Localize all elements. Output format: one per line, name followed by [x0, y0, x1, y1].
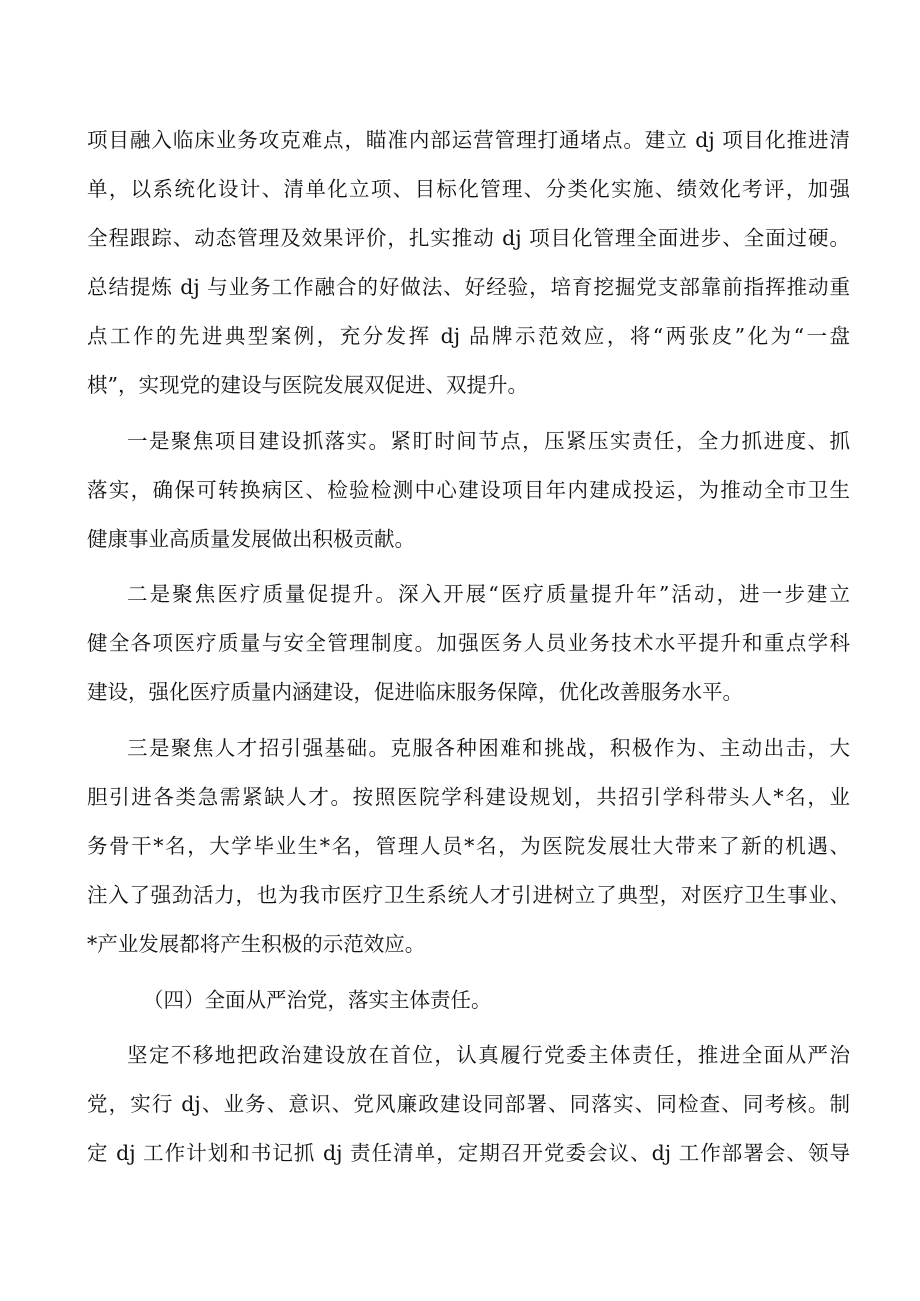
paragraph-line: 健全各项医疗质量与安全管理制度。加强医务人员业务技术水平提升和重点学科: [87, 631, 850, 655]
paragraph-line: 总结提炼 dj 与业务工作融合的好做法、好经验，培育挖掘党支部靠前指挥推动重: [87, 275, 850, 299]
paragraph-line: 单，以系统化设计、清单化立项、目标化管理、分类化实施、绩效化考评，加强: [87, 177, 850, 201]
paragraph-line: 党，实行 dj、业务、意识、党风廉政建设同部署、同落实、同检查、同考核。制: [87, 1092, 850, 1116]
paragraph-line: 务骨干*名，大学毕业生*名，管理人员*名，为医院发展壮大带来了新的机遇、: [87, 834, 850, 858]
paragraph-line: 棋”，实现党的建设与医院发展双促进、双提升。: [87, 373, 528, 397]
paragraph-line: 项目融入临床业务攻克难点，瞄准内部运营管理打通堵点。建立 dj 项目化推进清: [87, 128, 850, 152]
paragraph-line: *产业发展都将产生积极的示范效应。: [87, 932, 426, 956]
paragraph-line: 三是聚焦人才招引强基础。克服各种困难和挑战，积极作为、主动出击，大: [127, 736, 850, 760]
paragraph-line: 落实，确保可转换病区、检验检测中心建设项目年内建成投运，为推动全市卫生: [87, 478, 850, 502]
paragraph-line: 二是聚焦医疗质量促提升。深入开展“医疗质量提升年”活动，进一步建立: [127, 582, 850, 606]
paragraph-line: 胆引进各类急需紧缺人才。按照医院学科建设规划，共招引学科带头人*名，业: [87, 785, 850, 809]
section-heading-line: （四）全面从严治党，落实主体责任。: [143, 988, 492, 1012]
paragraph-line: 定 dj 工作计划和书记抓 dj 责任清单，定期召开党委会议、dj 工作部署会、领导: [87, 1141, 850, 1165]
paragraph-line: 健康事业高质量发展做出积极贡献。: [87, 527, 415, 551]
paragraph-line: 一是聚焦项目建设抓落实。紧盯时间节点，压紧压实责任，全力抓进度、抓: [127, 429, 850, 453]
paragraph-line: 点工作的先进典型案例，充分发挥 dj 品牌示范效应，将“两张皮”化为“一盘: [87, 324, 850, 348]
paragraph-line: 坚定不移地把政治建设放在首位，认真履行党委主体责任，推进全面从严治: [127, 1043, 850, 1067]
paragraph-line: 注入了强劲活力，也为我市医疗卫生系统人才引进树立了典型，对医疗卫生事业、: [87, 883, 850, 907]
paragraph-line: 建设，强化医疗质量内涵建设，促进临床服务保障，优化改善服务水平。: [87, 680, 743, 704]
paragraph-line: 全程跟踪、动态管理及效果评价，扎实推动 dj 项目化管理全面进步、全面过硬。: [87, 226, 850, 250]
